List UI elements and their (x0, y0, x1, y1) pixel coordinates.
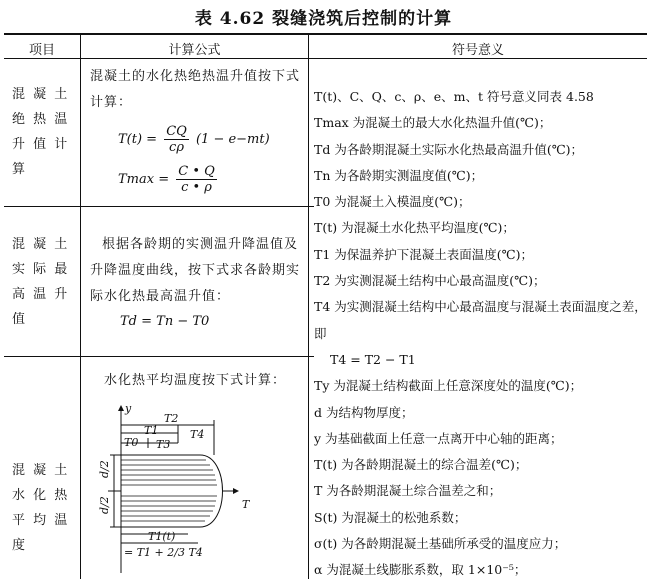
formula1-rhs: (1 − e−mt) (195, 132, 270, 147)
formula1-lhs: T(t) = (118, 132, 158, 147)
formula2-num: C • Q (178, 164, 215, 179)
symbol-line: T0 为混凝土入模温度(℃)； (314, 194, 471, 210)
symbol-line: Tmax 为混凝土的最大水化热温升值(℃)； (314, 115, 552, 131)
diagram-label-t1: T1 (144, 424, 159, 437)
diagram-label-t2: T2 (164, 412, 179, 425)
row2-rule (4, 356, 314, 357)
symbol-line: T2 为实测混凝土结构中心最高温度(℃)； (314, 273, 546, 289)
symbol-line: T1 为保温养护下混凝土表面温度(℃)； (314, 246, 534, 262)
diagram-label-t0: T0 (124, 436, 139, 449)
header-rule (4, 58, 647, 59)
symbol-line: T4 = T2 − T1 (330, 351, 416, 367)
symbol-line: T(t) 为各龄期混凝土的综合温差(℃)； (314, 457, 528, 473)
symbol-line: Ty 为混凝土结构截面上任意深度处的温度(℃)； (314, 378, 583, 394)
symbol-line: T4 为实测混凝土结构中心最高温度与混凝土表面温度之差，即 (314, 299, 647, 341)
row1-rule (4, 206, 314, 207)
row1-formula1 (118, 124, 270, 155)
symbol-line: T 为各龄期混凝土综合温差之和； (314, 483, 502, 499)
formula1-num: CQ (166, 124, 187, 139)
row1-formula2 (118, 164, 220, 195)
row1-item: 混 凝 土 绝 热 温 升 值 计算 (12, 87, 70, 177)
col-divider-1 (80, 33, 81, 579)
header-formula: 计算公式 (168, 43, 221, 58)
diagram-label-d2-bottom: d/2 (98, 496, 111, 514)
symbol-line: Tn 为各龄期实测温度值(℃)； (314, 167, 484, 183)
symbol-line: Td 为各龄期混凝土实际水化热最高温升值(℃)； (314, 141, 584, 157)
formula2-lhs: Tmax = (118, 172, 170, 187)
row3-description: 水化热平均温度按下式计算： (104, 373, 287, 388)
symbol-line: T(t) 为混凝土水化热平均温度(℃)； (314, 220, 515, 236)
symbol-line: d 为结构物厚度； (314, 404, 414, 420)
top-rule (4, 33, 647, 35)
diagram-x-label: T (242, 498, 250, 511)
row1-description: 混凝土的水化热绝热温升值按下式计算： (90, 69, 301, 110)
header-meaning: 符号意义 (451, 43, 504, 58)
diagram-label-d2-top: d/2 (98, 460, 111, 478)
formula1-den: cρ (169, 140, 184, 155)
temperature-profile-diagram (88, 398, 306, 578)
col-divider-2 (308, 33, 309, 579)
table-title: 表 4.62 裂缝浇筑后控制的计算 (194, 9, 453, 29)
row2-item: 混 凝 土 实 际 最 高 温 升 值 (12, 237, 70, 327)
diagram-label-t4: T4 (190, 428, 205, 441)
symbol-line: S(t) 为混凝土的松弛系数； (314, 509, 467, 525)
diagram-label-t1t: T1(t) (148, 530, 176, 543)
diagram-label-t3: T3 (156, 438, 171, 451)
symbol-line: y 为基础截面上任意一点离开中心轴的距离； (314, 430, 563, 446)
symbol-list (314, 84, 647, 584)
symbol-line: T(t)、C、Q、c、ρ、e、m、t 符号意义同表 4.58 (314, 89, 594, 104)
formula1-fraction (164, 124, 189, 155)
formula2-den: c • ρ (181, 180, 212, 195)
formula2-fraction (176, 164, 217, 195)
header-item: 项目 (28, 43, 55, 58)
row2-description: 根据各龄期的实测温升降温值及升降温度曲线，按下式求各龄期实际水化热最高温升值： (90, 237, 301, 304)
diagram-equation: = T1 + 2/3 T4 (124, 546, 203, 559)
symbol-line: σ(t) 为各龄期混凝土基础所承受的温度应力； (314, 536, 567, 552)
diagram-y-label: y (125, 402, 132, 415)
row3-item: 混 凝 土 水 化 热 平 均 温 度 (12, 463, 70, 553)
symbol-line: α 为混凝土线膨胀系数，取 1×10⁻⁵； (314, 562, 527, 578)
row2-formula: Td = Tn − T0 (120, 314, 210, 329)
